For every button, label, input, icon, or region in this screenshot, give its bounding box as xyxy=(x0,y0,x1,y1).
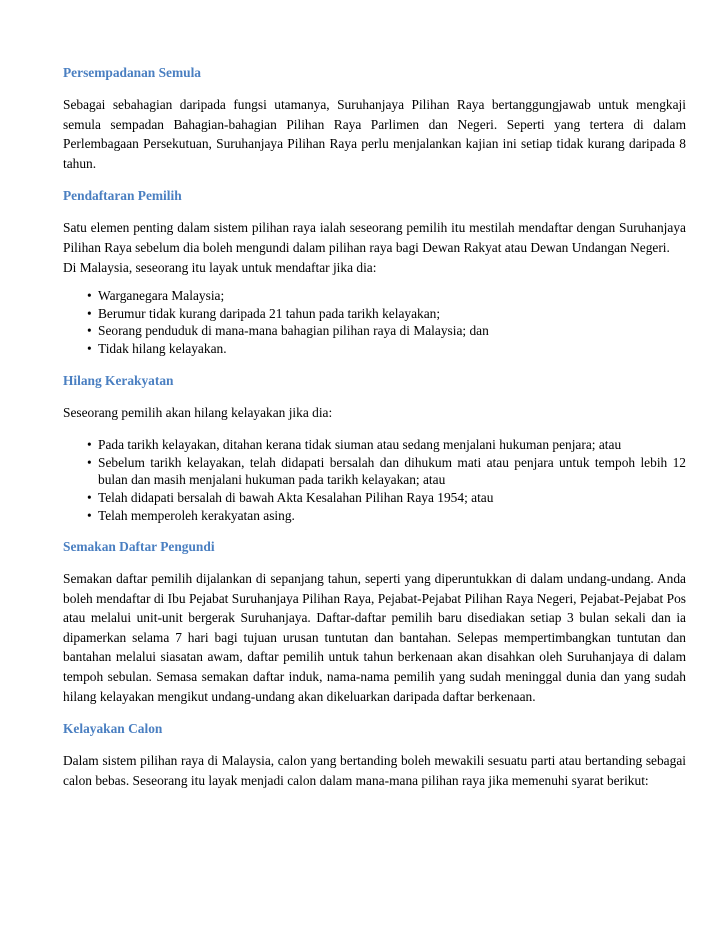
list-item xyxy=(63,287,686,305)
document-page xyxy=(63,63,686,803)
section-heading: Semakan Daftar Pengundi xyxy=(63,539,215,555)
list-item xyxy=(63,507,686,525)
list-item-text: Telah didapati bersalah di bawah Akta Kesalahan Pilihan Raya 1954; atau xyxy=(98,489,494,505)
list-item xyxy=(63,436,686,454)
section-semakan-daftar-pengundi xyxy=(63,537,686,706)
list-item xyxy=(63,340,686,358)
section-heading: Persempadanan Semula xyxy=(63,65,202,80)
section-kelayakan-calon xyxy=(63,719,686,790)
bullet-icon: • xyxy=(87,323,92,339)
list-item-text: Telah memperoleh kerakyatan asing. xyxy=(98,507,295,523)
list-item xyxy=(63,454,686,489)
section-paragraph: Dalam sistem pilihan raya di Malaysia, calon yang bertanding boleh mewakili sesuatu parti atau bertanding sebagai calon bebas. Seseorang itu layak menjadi calon dalam mana-mana pilihan raya jika memenuhi syarat berikut: xyxy=(63,753,686,788)
list-item xyxy=(63,489,686,507)
section-paragraph: Satu elemen penting dalam sistem pilihan raya ialah seseorang pemilih itu mestilah mendaftar dengan Suruhanjaya Pilihan Raya sebelum dia boleh mengundi dalam pilihan raya bagi Dewan Rakyat atau Dewan Undangan Negeri. xyxy=(63,220,686,255)
section-paragraph: Di Malaysia, seseorang itu layak untuk mendaftar jika dia: xyxy=(63,259,377,275)
list-item xyxy=(63,305,686,323)
bullet-icon: • xyxy=(87,507,92,523)
bullet-list xyxy=(63,287,686,357)
list-item xyxy=(63,322,686,340)
section-hilang-kerakyatan xyxy=(63,371,686,525)
list-item-text: Tidak hilang kelayakan. xyxy=(98,340,227,356)
section-paragraph: Semakan daftar pemilih dijalankan di sepanjang tahun, seperti yang diperuntukkan di dalam undang-undang. Anda boleh mendaftar di Ibu Pejabat Suruhanjaya Pilihan Raya, Pejabat-Pejabat Pilihan Raya Negeri, Pejabat-Pejabat Pos atau melalui unit-unit bergerak Suruhanjaya. Daftar-daftar pemilih baru disediakan setiap 3 bulan sekali dan ia dipamerkan selama 7 hari bagi tujuan urusan tuntutan dan bantahan. Selepas mempertimbangkan tuntutan dan bantahan melalui siasatan awam, daftar pemilih untuk tahun berkenaan akan disahkan oleh Suruhanjaya di dalam tempoh sebulan. Semasa semakan daftar induk, nama-nama pemilih yang sudah meninggal dunia dan yang sudah hilang kelayakan mengikut undang-undang akan dikeluarkan daripada daftar berkenaan. xyxy=(63,571,686,704)
bullet-icon: • xyxy=(87,305,92,321)
section-heading: Hilang Kerakyatan xyxy=(63,372,174,388)
section-paragraph: Sebagai sebahagian daripada fungsi utamanya, Suruhanjaya Pilihan Raya bertanggungjawab untuk mengkaji semula sempadan Bahagian-bahagian Pilihan Raya Parlimen dan Negeri. Seperti yang tertera di dalam Perlembagaan Persekutuan, Suruhanjaya Pilihan Raya perlu menjalankan kajian ini setiap tidak kurang daripada 8 tahun. xyxy=(63,97,686,171)
bullet-list xyxy=(63,436,686,524)
section-pendaftaran-pemilih xyxy=(63,186,686,357)
list-item-text: Seorang penduduk di mana-mana bahagian pilihan raya di Malaysia; dan xyxy=(98,323,489,339)
list-item-text: Sebelum tarikh kelayakan, telah didapati bersalah dan dihukum mati atau penjara untuk tempoh lebih 12 bulan dan masih menjalani hukuman pada tarikh kelayakan; atau xyxy=(98,454,686,488)
list-item-text: Warganegara Malaysia; xyxy=(98,288,225,304)
section-heading: Pendaftaran Pemilih xyxy=(63,188,182,204)
bullet-icon: • xyxy=(87,454,92,470)
section-heading: Kelayakan Calon xyxy=(63,721,163,737)
bullet-icon: • xyxy=(87,288,92,304)
list-item-text: Berumur tidak kurang daripada 21 tahun pada tarikh kelayakan; xyxy=(98,305,441,321)
section-persempadanan-semula xyxy=(63,63,686,173)
list-item-text: Pada tarikh kelayakan, ditahan kerana tidak siuman atau sedang menjalani hukuman penjara; atau xyxy=(98,437,622,453)
bullet-icon: • xyxy=(87,437,92,453)
section-paragraph: Seseorang pemilih akan hilang kelayakan jika dia: xyxy=(63,404,333,420)
bullet-icon: • xyxy=(87,489,92,505)
bullet-icon: • xyxy=(87,340,92,356)
